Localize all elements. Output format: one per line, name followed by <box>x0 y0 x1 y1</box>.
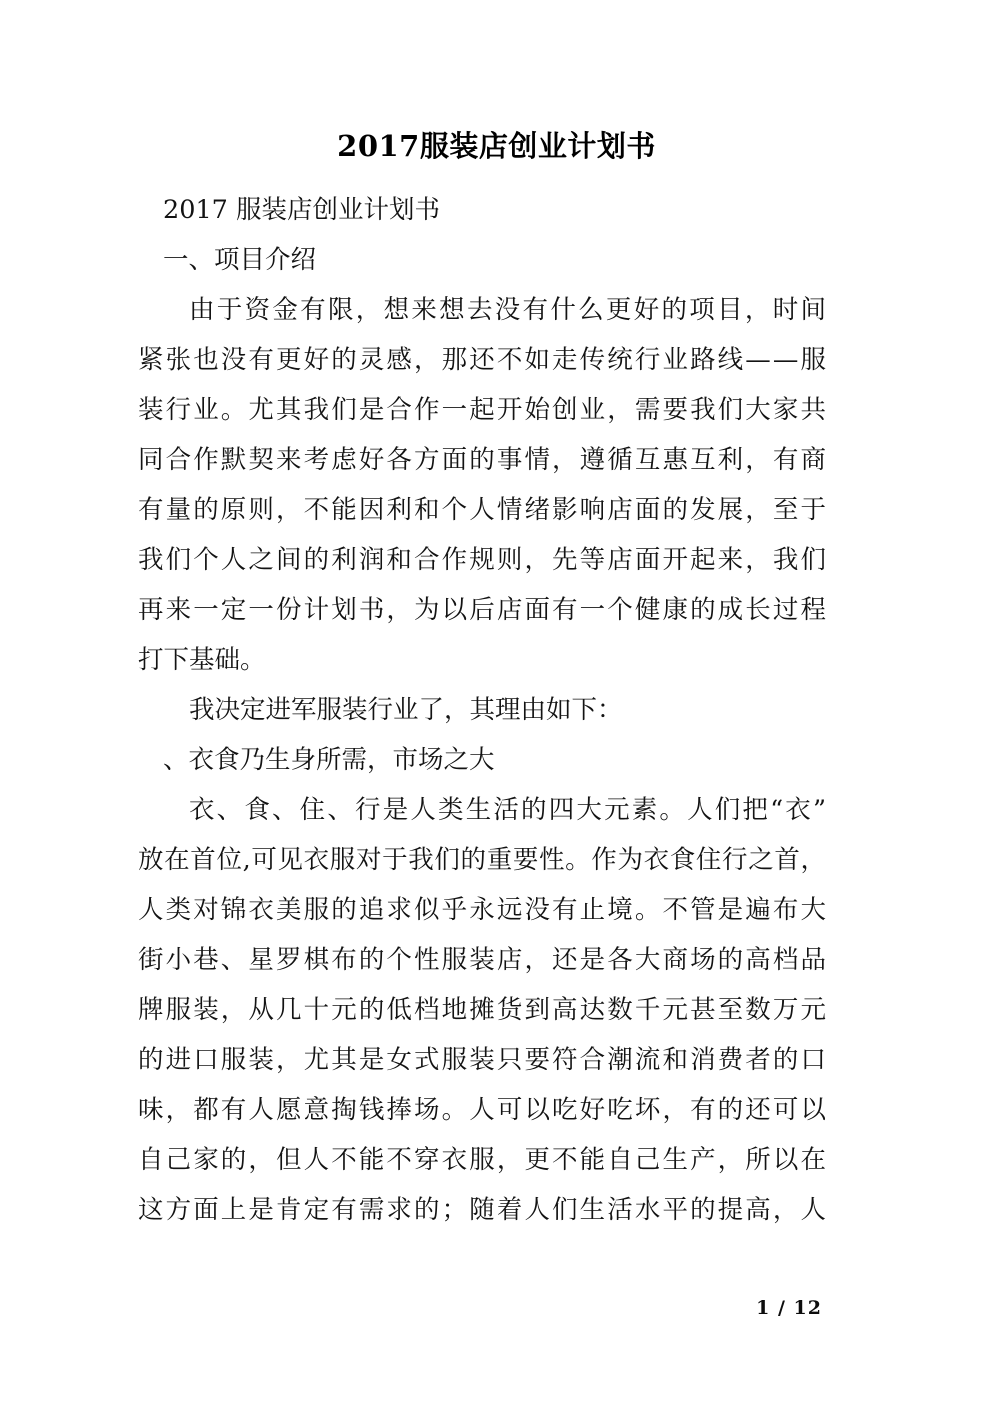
text-line: 这方面上是肯定有需求的；随着人们生活水平的提高，人 <box>138 1195 829 1225</box>
page-title: 2017服装店创业计划书 <box>337 129 656 163</box>
text-line: 再来一定一份计划书，为以后店面有一个健康的成长过程 <box>138 595 829 625</box>
text-line: 放在首位,可见衣服对于我们的重要性。作为衣食住行之首， <box>138 845 827 875</box>
document-body <box>138 185 829 1235</box>
text-line: 味，都有人愿意掏钱捧场。人可以吃好吃坏，有的还可以 <box>138 1095 829 1125</box>
text-line: 装行业。尤其我们是合作一起开始创业，需要我们大家共 <box>138 395 829 425</box>
text-line: 我们个人之间的利润和合作规则，先等店面开起来，我们 <box>138 545 829 575</box>
text-line: 打下基础。 <box>138 645 266 675</box>
text-line: 我决定进军服装行业了，其理由如下： <box>189 695 623 725</box>
text-line: 自己家的，但人不能不穿衣服，更不能自己生产，所以在 <box>138 1145 829 1175</box>
text-line: 衣、食、住、行是人类生活的四大元素。人们把“衣” <box>189 795 829 825</box>
text-line: 人类对锦衣美服的追求似乎永远没有止境。不管是遍布大 <box>138 895 829 925</box>
text-line: 街小巷、星罗棋布的个性服装店，还是各大商场的高档品 <box>138 945 829 975</box>
text-line: 由于资金有限，想来想去没有什么更好的项目，时间 <box>189 295 829 325</box>
text-line: 同合作默契来考虑好各方面的事情，遵循互惠互利，有商 <box>138 445 829 475</box>
text-line: 有量的原则，不能因利和个人情绪影响店面的发展，至于 <box>138 495 829 525</box>
text-line: 紧张也没有更好的灵感，那还不如走传统行业路线——服 <box>138 345 829 375</box>
page-number-footer: 1 / 12 <box>756 1297 822 1319</box>
reason-heading-line: 、衣食乃生身所需，市场之大 <box>163 745 495 775</box>
section-heading-project-intro: 一、项目介绍 <box>163 245 317 275</box>
paragraph-subtitle: 2017 服装店创业计划书 <box>163 195 441 225</box>
text-line: 的进口服装，尤其是女式服装只要符合潮流和消费者的口 <box>138 1045 829 1075</box>
text-line: 牌服装，从几十元的低档地摊货到高达数千元甚至数万元 <box>138 995 829 1025</box>
